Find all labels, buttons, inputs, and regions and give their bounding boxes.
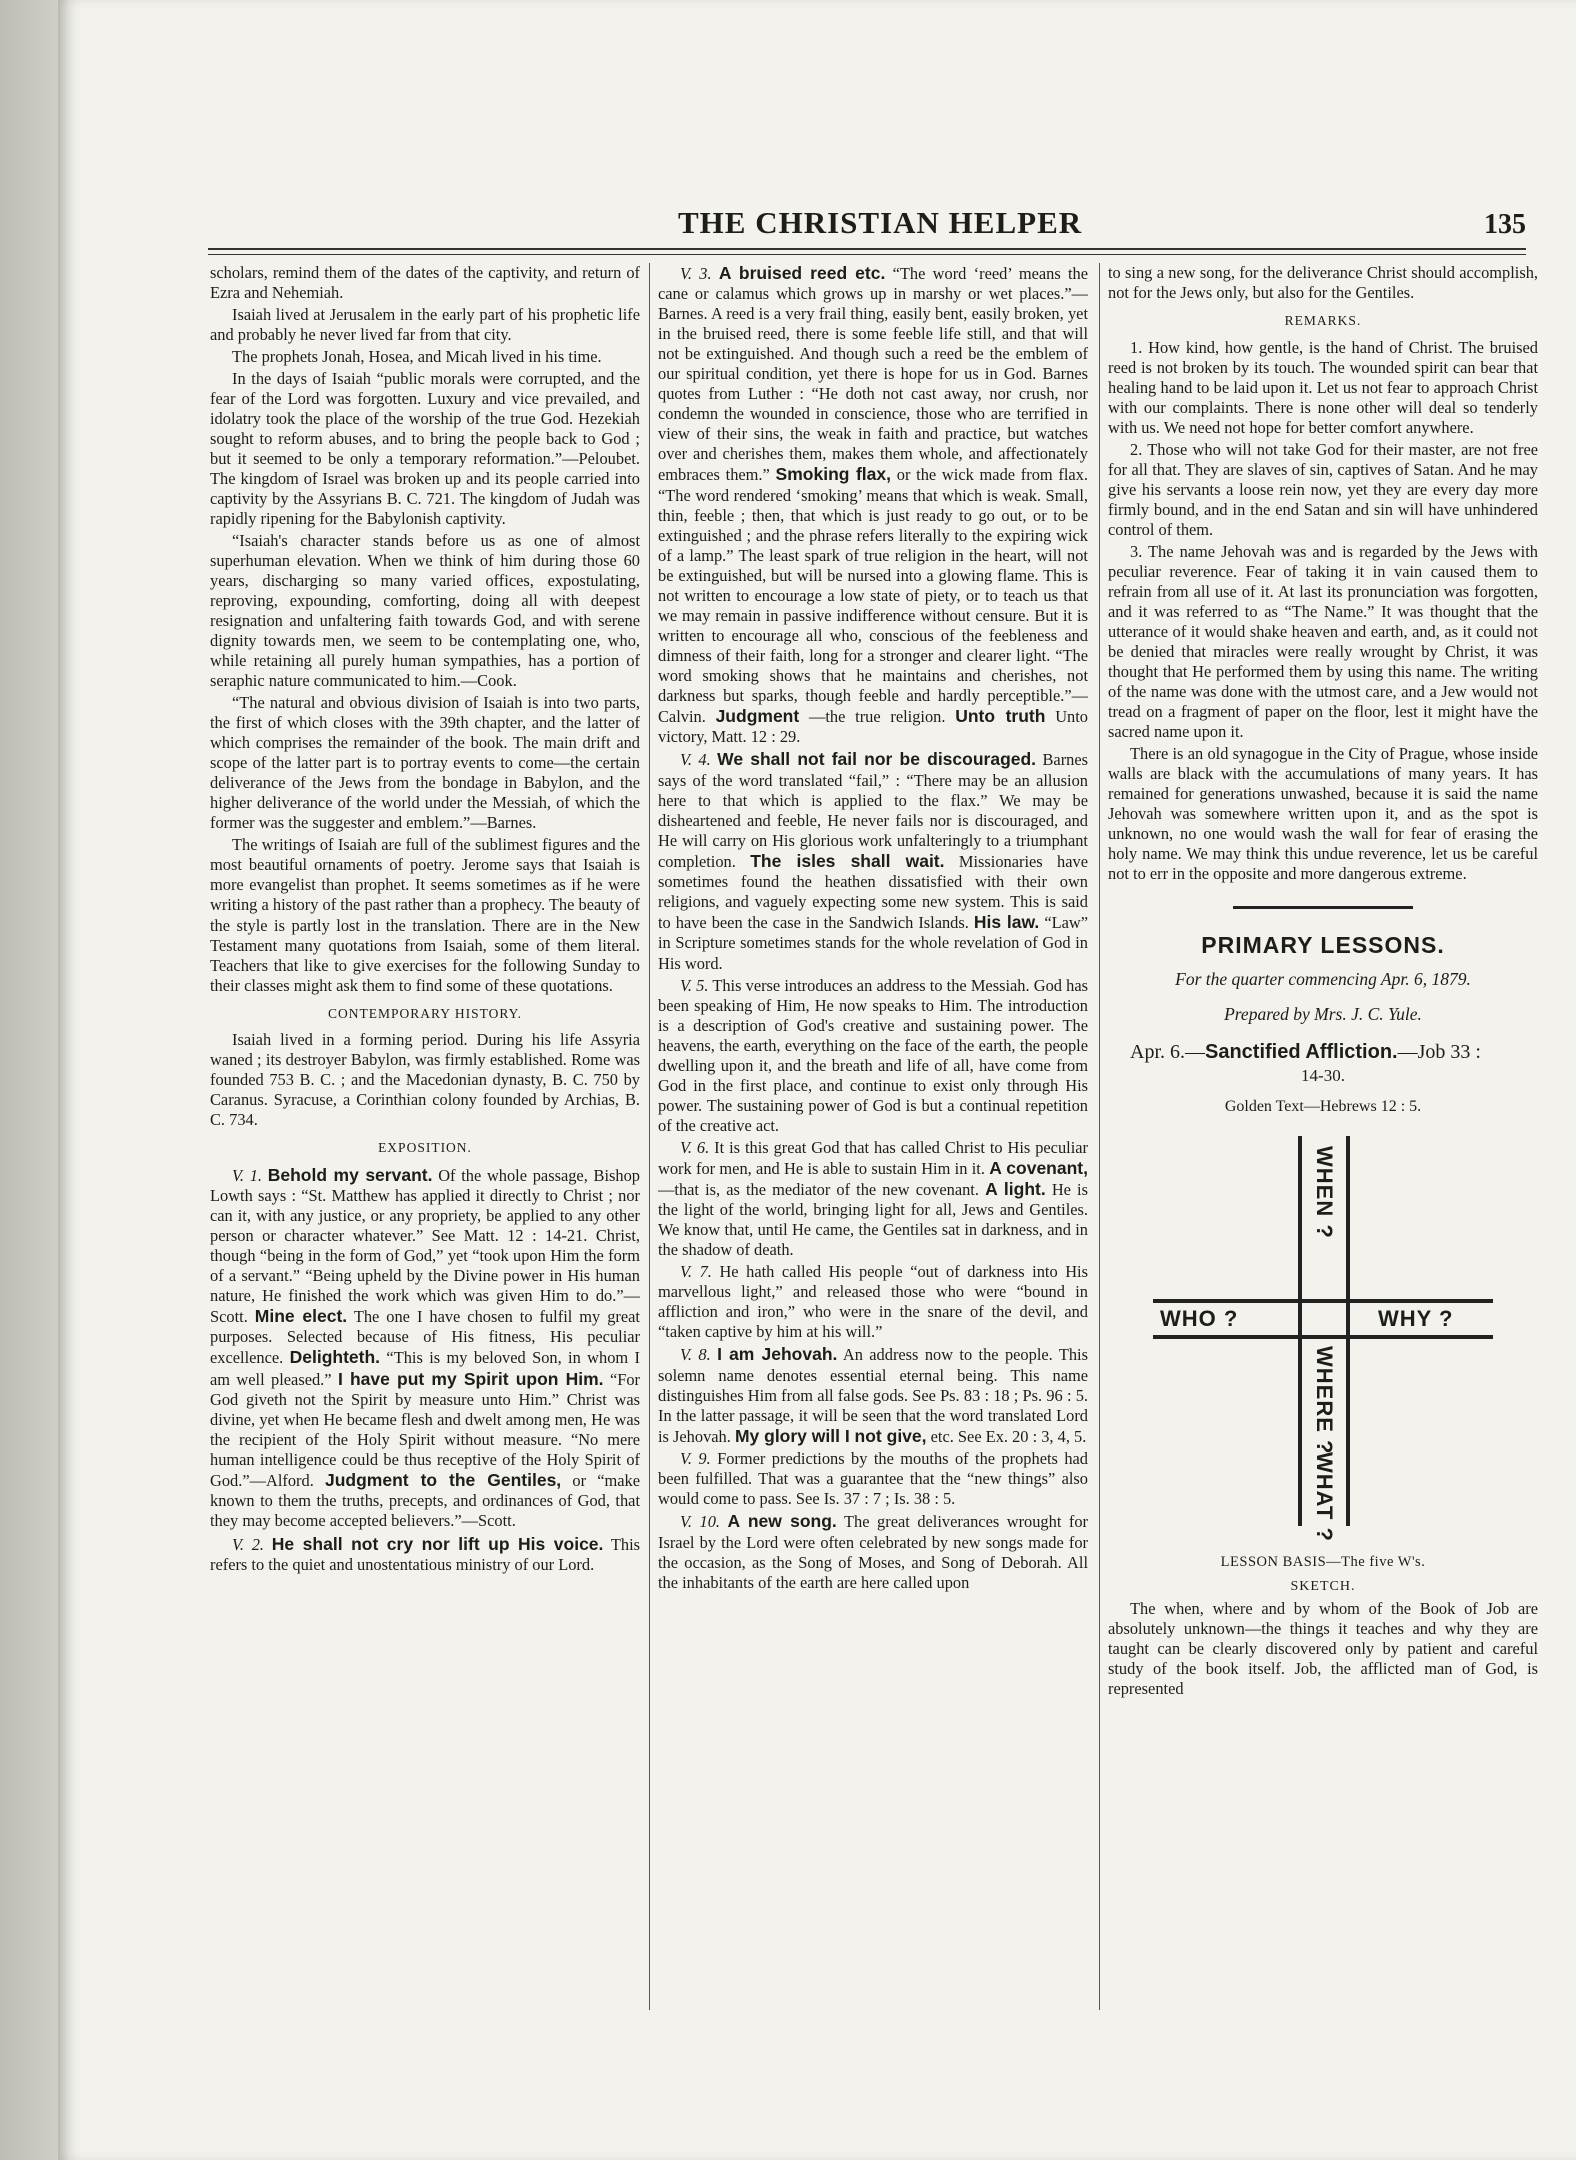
page: [58, 0, 1576, 2160]
verse-text: “Law” in Scripture sometimes stands for the whole revelation of God in His word.: [658, 913, 1088, 973]
verse-term: Mine elect.: [254, 1306, 348, 1327]
verse-term: A light.: [985, 1179, 1046, 1199]
diagram-where: WHERE ?: [1312, 1346, 1337, 1455]
lesson-basis: LESSON BASIS—The five W's.: [1220, 1554, 1426, 1571]
verse-ref: V. 9.: [680, 1449, 711, 1469]
verse-text: Former predictions by the mouths of the prophets had been fulfilled. That was a guarantee that the “new things” also would come to pass. See Is. 37 : 7 ; Is. 38 : 5.: [658, 1449, 1088, 1509]
verse-text: The great deliverances wrought for Israel by the Lord were often celebrated by new songs made for the occasion, as the Song of Moses, and Song of Deborah. All the inhabitants of the earth are here called upon: [658, 1512, 1088, 1592]
section-heading-remarks: REMARKS.: [1284, 313, 1362, 329]
verse-entry: [658, 1262, 1088, 1342]
verse-entry: [658, 263, 1088, 747]
verse-text: Unto victory, Matt. 12 : 29.: [658, 707, 1088, 747]
header-rule-thin: [208, 254, 1526, 255]
five-ws-diagram: [1108, 1124, 1538, 1544]
verse-ref: V. 6.: [680, 1137, 710, 1157]
verse-entry: [658, 1344, 1088, 1447]
prepared-line: Prepared by Mrs. J. C. Yule.: [1224, 1004, 1422, 1025]
verse-text: An address now to the people. This solemn name denotes essential eternal being. This name distinguishes Him from all false gods. See Ps. 83 : 18 ; Ps. 96 : 5. In the latter passage, it will be seen that the word translated Lord is Jehovah.: [658, 1345, 1088, 1446]
verse-entry: [210, 1534, 640, 1575]
verse-term: His law.: [973, 912, 1040, 933]
verse-entry: [210, 1165, 640, 1532]
page-number: 135: [1484, 209, 1526, 240]
verse-text: Of the whole passage, Bishop Lowth says : “St. Matthew has applied it directly to Christ ; nor can it, with any justice, or any propriety, be applied to any other person or character whatever.” See Matt. 12 : 14-21. Christ, though “being in the form of God,” yet “took upon Him the form of a servant.” “Being upheld by the Divine power in His human nature, He finished the work which was given Him to do.”—Scott.: [210, 1165, 640, 1327]
verse-term: Unto truth: [955, 706, 1046, 726]
diagram-why: WHY ?: [1378, 1306, 1454, 1332]
verse-term: My glory will I not give,: [734, 1425, 927, 1446]
diagram-who: WHO ?: [1160, 1306, 1239, 1332]
remark-4: There is an old synagogue in the City of Prague, whose inside walls are black with the accumulations of many years. It has remained for generations unwashed, because it is said the name Jehovah was somewhere written upon it, and as the spot is unknown, no one would wash the wall for fear of erasing the holy name. We may think this undue reverence, let us be careful not to err in the opposite and more dangerous extreme.: [1108, 743, 1538, 883]
verse-term: We shall not fail nor be discouraged.: [717, 749, 1037, 770]
verse-term: A new song.: [727, 1511, 837, 1532]
verse-entry: [658, 1449, 1088, 1509]
paragraph: “Isaiah's character stands before us as one of almost superhuman elevation. When we think of him during those 60 years, discharging so many varied offices, expostulating, reproving, expounding, comforting, doing all with deepest resignation and unfaltering faith towards God, and with serene dignity towards men, we seem to be contemplating one, who, while retaining all purely human sympathies, has a portion of seraphic nature communicated to him.—Cook.: [210, 531, 640, 691]
verse-text: etc. See Ex. 20 : 3, 4, 5.: [930, 1426, 1087, 1446]
column-1: [210, 263, 640, 1930]
lesson-range: 14-30.: [1301, 1066, 1345, 1086]
verse-ref: V. 2.: [232, 1534, 265, 1554]
verse-term: The isles shall wait.: [750, 850, 945, 871]
verse-text: Barnes says of the word translated “fail,” : “There may be an allusion here to that which is applied to the flax.” We may be disheartened and feeble, He never fails nor is discouraged, and He will carry on His glorious work unfalteringly to a triumphant completion.: [658, 750, 1088, 871]
primary-lessons-title: PRIMARY LESSONS.: [1201, 931, 1445, 958]
verse-ref: V. 1.: [232, 1165, 263, 1185]
column-divider-2: [1099, 263, 1100, 2010]
verse-ref: V. 8.: [680, 1345, 711, 1365]
verse-ref: V. 7.: [680, 1262, 712, 1282]
verse-text: This verse introduces an address to the Messiah. God has been speaking of Him, He now speaks to Him. The introduction is a description of God's creative and sustaining power. The heavens, the earth, everything on the face of the earth, the people dwelling upon it, and the breath and life of all, have come from God in the first place, and continue to exist only through His power. The sustaining power of God is but a continual repetition of the creative act.: [658, 975, 1088, 1135]
verse-term: A covenant,: [989, 1157, 1088, 1178]
column-2: [658, 263, 1088, 1930]
verse-text: —the true religion.: [808, 707, 946, 726]
verse-entry: [658, 976, 1088, 1136]
remark-3: 3. The name Jehovah was and is regarded by the Jews with peculiar reverence. Fear of taking it in vain caused them to refrain from all use of it. At last its pronunciation was forgotten, and it was referred to as “The Name.” It was thought that the utterance of it would shake heaven and earth, and, as it could not be denied that miracles were really wrought by Christ, it was thought that He performed them by using this name. The writing of the name was done with the utmost care, and a Jew would not tread on a fragment of paper on the floor, lest it might have the sacred name upon it.: [1108, 541, 1538, 741]
verse-text: “This is my beloved Son, in whom I am well pleased.”: [210, 1348, 640, 1389]
paragraph: Isaiah lived at Jerusalem in the early part of his prophetic life and probably he never lived far from that city.: [210, 305, 640, 345]
verse-term: He shall not cry nor lift up His voice.: [271, 1533, 604, 1554]
verse-ref: V. 5.: [680, 975, 709, 995]
section-heading-exposition: EXPOSITION.: [378, 1140, 472, 1156]
paragraph: Isaiah lived in a forming period. During his life Assyria waned ; its destroyer Babylon, was firmly established. Rome was founded 753 B. C. ; and the Macedonian dynasty, B. C. 750 by Caranus. Syracuse, a Corinthian colony founded by Archias, B. C. 734.: [210, 1030, 640, 1130]
verse-text: The one I have chosen to fulfil my great purposes. Selected because of His fitness, His peculiar excellence.: [210, 1307, 640, 1368]
diagram-when: WHEN ?: [1312, 1146, 1337, 1240]
verse-text: It is this great God that has called Christ to His peculiar work for men, and He is able to sustain Him in it.: [658, 1137, 1088, 1178]
verse-term: I am Jehovah.: [717, 1344, 838, 1365]
sketch-paragraph: The when, where and by whom of the Book of Job are absolutely unknown—the things it teaches and why they are taught can be clearly discovered only by patient and careful study of the book itself. Job, the afflicted man of God, is represented: [1108, 1599, 1538, 1699]
verse-ref: V. 3.: [680, 264, 712, 283]
header-rule: [208, 248, 1526, 250]
lesson-heading: [1108, 1040, 1538, 1064]
verse-text: This refers to the quiet and unostentatious ministry of our Lord.: [210, 1534, 640, 1574]
verse-text: “For God giveth not the Spirit by measure unto Him.” Christ was divine, yet when He became flesh and dwelt among men, He was the recipient of the Holy Spirit without measure. “No mere human intelligence could be thus receptive of the Holy Spirit of God.”—Alford.: [210, 1369, 640, 1491]
verse-entry: [658, 1138, 1088, 1261]
golden-text: Golden Text—Hebrews 12 : 5.: [1224, 1097, 1422, 1115]
verse-ref: V. 4.: [680, 750, 711, 770]
lesson-title: Sanctified Affliction.: [1205, 1040, 1398, 1063]
verse-term: A bruised reed etc.: [718, 263, 886, 283]
column-divider-1: [649, 263, 650, 2010]
verse-text: He is the light of the world, bringing light for all, Jews and Gentiles. We know that, until He came, the Gentiles sat in darkness, and in the shadow of death.: [658, 1180, 1088, 1260]
paragraph: In the days of Isaiah “public morals were corrupted, and the fear of the Lord was forgotten. Luxury and vice prevailed, and idolatry took the place of the worship of the true God. Hezekiah sought to reform abuses, and to bring the people back to God ; but it seemed to be only a temporary reformation.”—Peloubet. The kingdom of Israel was broken up and its people carried into captivity by the Assyrians B. C. 721. The kingdom of Judah was rapidly ripening for the Babylonish captivity.: [210, 369, 640, 529]
running-title: THE CHRISTIAN HELPER: [678, 205, 1083, 240]
diagram-what: WHAT ?: [1312, 1452, 1337, 1543]
verse-text: or the wick made from flax. “The word rendered ‘smoking’ means that which is weak. Small, thin, feeble ; then, that which is just ready to go out, or to be extinguished ; and the phrase refers literally to the expiring wick of a lamp.” The least spark of true religion in the heart, will not be extinguished, but will be nursed into a glowing flame. This is not written to encourage a low state of piety, or to teach us that we may remain in passive indifference without censure. But it is written to encourage all who, conscious of the feebleness and dimness of their faith, long for a stronger and clearer light. “The word smoking shows that he maintains and cherishes, not darkness but sparks, though feeble and hardly perceptible.”—Calvin.: [658, 465, 1088, 726]
verse-term: I have put my Spirit upon Him.: [337, 1368, 604, 1389]
section-heading-sketch: SKETCH.: [1290, 1578, 1356, 1594]
verse-ref: V. 10.: [680, 1512, 721, 1532]
section-rule: [1233, 906, 1413, 909]
remark-2: 2. Those who will not take God for their master, are not free for all that. They are slaves of sin, captives of Satan. And he may give his servants a loose rein now, yet they are every day more firmly bound, and in the end Satan and sin will have unhindered control of them.: [1108, 439, 1538, 539]
verse-term: Behold my servant.: [267, 1164, 433, 1185]
verse-entry: [658, 749, 1088, 973]
lesson-ref: —Job 33 :: [1397, 1040, 1481, 1063]
paragraph: “The natural and obvious division of Isaiah is into two parts, the first of which closes with the 39th chapter, and the latter of which comprises the remainder of the book. The main drift and scope of the latter part is to portray events to come—the certain deliverance of the Jews from the bondage in Babylon, and the higher deliverance of the world under the Messiah, of which the former was the suggester and emblem.”—Barnes.: [210, 693, 640, 833]
section-heading-contemporary: CONTEMPORARY HISTORY.: [327, 1005, 523, 1021]
verse-term: Smoking flax,: [775, 464, 891, 485]
verse-text: Missionaries have sometimes found the heathen dissatisfied with their own religions, and vaguely expecting some new system. This is said to have been the case in the Sandwich Islands.: [658, 851, 1088, 933]
verse-term: Judgment to the Gentiles,: [325, 1470, 562, 1491]
paragraph: scholars, remind them of the dates of the captivity, and return of Ezra and Nehemiah.: [210, 263, 640, 303]
lesson-date: Apr. 6.—: [1130, 1040, 1205, 1063]
paragraph: to sing a new song, for the deliverance Christ should accomplish, not for the Jews only, but also for the Gentiles.: [1108, 263, 1538, 303]
verse-term: Delighteth.: [289, 1347, 381, 1368]
verse-text: “The word ‘reed’ means the cane or calamus which grows up in marshy or wet places.”—Barnes. A reed is a very frail thing, easily bent, easily broken, yet in the bruised reed, there is some feeble life still, and that will not be extinguished. And though such a reed be the emblem of our spiritual condition, yet there is hope for us in God. Barnes quotes from Luther : “He doth not cast away, nor crush, nor condemn the wounded in conscience, those who are terrified in view of their sins, the weak in faith and practice, but watches over and cherishes them, makes them whole, and affectionately embraces them.”: [658, 264, 1088, 485]
verse-text: —that is, as the mediator of the new covenant.: [658, 1180, 979, 1199]
verse-text: He hath called His people “out of darkness into His marvellous light,” and released those who were “bound in affliction and iron,” who were in the snare of the devil, and “taken captive by him at his will.”: [658, 1262, 1088, 1342]
remark-1: 1. How kind, how gentle, is the hand of Christ. The bruised reed is not broken by its touch. The wounded spirit can bear that healing hand to be laid upon it. Let us not fear to approach Christ with our complaints. There is none other will deal so tenderly with us. We need not hope for better comfort anywhere.: [1108, 337, 1538, 437]
verse-term: Judgment: [715, 706, 800, 726]
page-header: [208, 205, 1526, 245]
verse-text: or “make known to them the truths, precepts, and ordinances of God, that they may become accepted believers.”—Scott.: [210, 1471, 640, 1531]
quarter-line: For the quarter commencing Apr. 6, 1879.: [1175, 968, 1471, 989]
column-3: [1108, 263, 1538, 1930]
paragraph: The prophets Jonah, Hosea, and Micah lived in his time.: [232, 347, 602, 367]
paragraph: The writings of Isaiah are full of the sublimest figures and the most beautiful ornaments of poetry. Jerome says that Isaiah is more evangelist than prophet. It seems sometimes as if he were writing a history of the past rather than a prophecy. The beauty of the style is partly lost in the translation. There are in the New Testament many quotations from Isaiah, some of them literal. Teachers that like to give exercises for the following Sunday to their classes might ask them to find some of these quotations.: [210, 835, 640, 995]
verse-entry: [658, 1511, 1088, 1592]
